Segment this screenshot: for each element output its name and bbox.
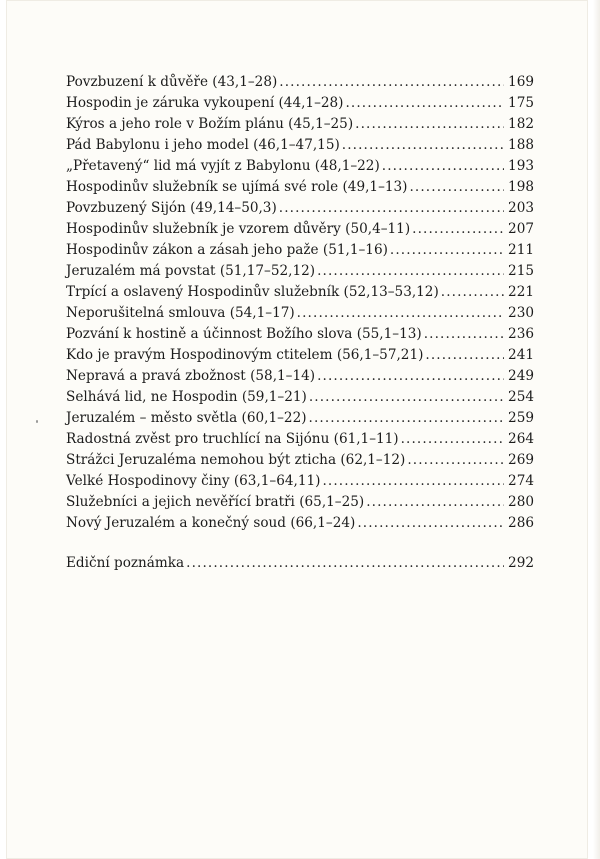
toc-entry-title: Strážci Jeruzaléma nemohou být zticha (62,1–12) <box>66 452 406 468</box>
toc-leader-dots <box>401 429 504 450</box>
toc-entry <box>66 366 534 387</box>
toc-entry <box>66 261 534 282</box>
toc-leader-dots <box>382 156 504 177</box>
toc-entry-page: 259 <box>508 410 534 426</box>
paper-speck <box>36 420 38 423</box>
toc-entry-title: Kdo je pravým Hospodinovým ctitelem (56,1–57,21) <box>66 347 424 363</box>
toc-entry <box>66 198 534 219</box>
toc-entry-page: 274 <box>508 473 534 489</box>
toc-leader-dots <box>297 303 504 324</box>
toc-entry-title: Kýros a jeho role v Božím plánu (45,1–25) <box>66 116 354 132</box>
toc-entry <box>66 156 534 177</box>
toc-entry-title: Velké Hospodinovy činy (63,1–64,11) <box>66 473 321 489</box>
toc-entry <box>66 219 534 240</box>
toc-entry-page: 169 <box>508 74 534 90</box>
toc-leader-dots <box>355 114 504 135</box>
toc-entry-title: Služebníci a jejich nevěřící bratři (65,1–25) <box>66 494 365 510</box>
toc-leader-dots <box>345 93 504 114</box>
toc-entry <box>66 240 534 261</box>
toc-entry <box>66 450 534 471</box>
toc-leader-dots <box>409 177 504 198</box>
toc-entry-page: 193 <box>508 158 534 174</box>
toc-entry-title: Radostná zvěst pro truchlící na Sijónu (61,1–11) <box>66 431 399 447</box>
toc-leader-dots <box>309 387 504 408</box>
toc-entry-page: 221 <box>508 284 534 300</box>
toc-entry <box>66 72 534 93</box>
toc-entry-page: 182 <box>508 116 534 132</box>
table-of-contents <box>66 72 534 574</box>
toc-entry-page: 211 <box>508 242 534 258</box>
toc-entry <box>66 387 534 408</box>
toc-entry-page: 198 <box>508 179 534 195</box>
toc-leader-dots <box>441 282 504 303</box>
toc-entry <box>66 408 534 429</box>
toc-entry <box>66 429 534 450</box>
toc-entry-page: 188 <box>508 137 534 153</box>
toc-entry-page: 286 <box>508 515 534 531</box>
toc-leader-dots <box>317 366 504 387</box>
toc-entry-title: Nepravá a pravá zbožnost (58,1–14) <box>66 368 316 384</box>
toc-leader-dots <box>186 553 504 574</box>
toc-leader-dots <box>390 240 504 261</box>
toc-entry-title: Pozvání k hostině a účinnost Božího slova (55,1–13) <box>66 326 422 342</box>
toc-entry-title: Selhává lid, ne Hospodin (59,1–21) <box>66 389 307 405</box>
toc-leader-dots <box>322 471 504 492</box>
toc-leader-dots <box>407 450 504 471</box>
toc-entry-page: 236 <box>508 326 534 342</box>
toc-entry-title: Hospodinův služebník se ujímá své role (49,1–13) <box>66 179 408 195</box>
toc-leader-dots <box>412 219 504 240</box>
toc-entry-title: Hospodin je záruka vykoupení (44,1–28) <box>66 95 344 111</box>
toc-gap <box>66 534 534 553</box>
toc-entry-page: 264 <box>508 431 534 447</box>
toc-leader-dots <box>357 513 504 534</box>
toc-entry-page: 280 <box>508 494 534 510</box>
toc-entry <box>66 345 534 366</box>
toc-entry-title: Hospodinův zákon a zásah jeho paže (51,1–16) <box>66 242 388 258</box>
toc-entry-page: 230 <box>508 305 534 321</box>
toc-entry-title: Ediční poznámka <box>66 555 185 571</box>
book-page <box>6 0 588 859</box>
toc-leader-dots <box>366 492 504 513</box>
toc-entry <box>66 303 534 324</box>
toc-leader-dots <box>425 345 504 366</box>
toc-entry-title: Jeruzalém má povstat (51,17–52,12) <box>66 263 316 279</box>
toc-leader-dots <box>309 408 505 429</box>
toc-leader-dots <box>424 324 504 345</box>
toc-entry <box>66 177 534 198</box>
toc-leader-dots <box>342 135 504 156</box>
toc-leader-dots <box>317 261 504 282</box>
toc-entry <box>66 114 534 135</box>
toc-entry <box>66 135 534 156</box>
toc-entry-page: 215 <box>508 263 534 279</box>
toc-entry-page: 249 <box>508 368 534 384</box>
toc-entry-title: „Přetavený“ lid má vyjít z Babylonu (48,1–22) <box>66 158 380 174</box>
toc-entry-page: 241 <box>508 347 534 363</box>
toc-entry-title: Jeruzalém – město světla (60,1–22) <box>66 410 307 426</box>
toc-entry-page: 175 <box>508 95 534 111</box>
toc-entry-list <box>66 72 534 534</box>
toc-entry-page: 292 <box>508 555 534 571</box>
toc-leader-dots <box>279 72 504 93</box>
toc-entry <box>66 492 534 513</box>
toc-entry-title: Povzbuzení k důvěře (43,1–28) <box>66 74 278 90</box>
toc-entry <box>66 93 534 114</box>
toc-entry-title: Hospodinův služebník je vzorem důvěry (50,4–11) <box>66 221 411 237</box>
page-edge <box>588 0 600 859</box>
toc-entry-page: 254 <box>508 389 534 405</box>
toc-entry <box>66 324 534 345</box>
toc-entry-title: Nový Jeruzalém a konečný soud (66,1–24) <box>66 515 356 531</box>
toc-entry <box>66 282 534 303</box>
toc-entry-appendix <box>66 553 534 574</box>
toc-entry-title: Trpící a oslavený Hospodinův služebník (52,13–53,12) <box>66 284 439 300</box>
toc-entry-page: 207 <box>508 221 534 237</box>
toc-entry-title: Pád Babylonu i jeho model (46,1–47,15) <box>66 137 340 153</box>
toc-leader-dots <box>279 198 504 219</box>
toc-entry-title: Povzbuzený Sijón (49,14–50,3) <box>66 200 277 216</box>
toc-entry-page: 203 <box>508 200 534 216</box>
toc-entry <box>66 513 534 534</box>
toc-entry <box>66 471 534 492</box>
toc-entry-page: 269 <box>508 452 534 468</box>
toc-entry-title: Neporušitelná smlouva (54,1–17) <box>66 305 295 321</box>
